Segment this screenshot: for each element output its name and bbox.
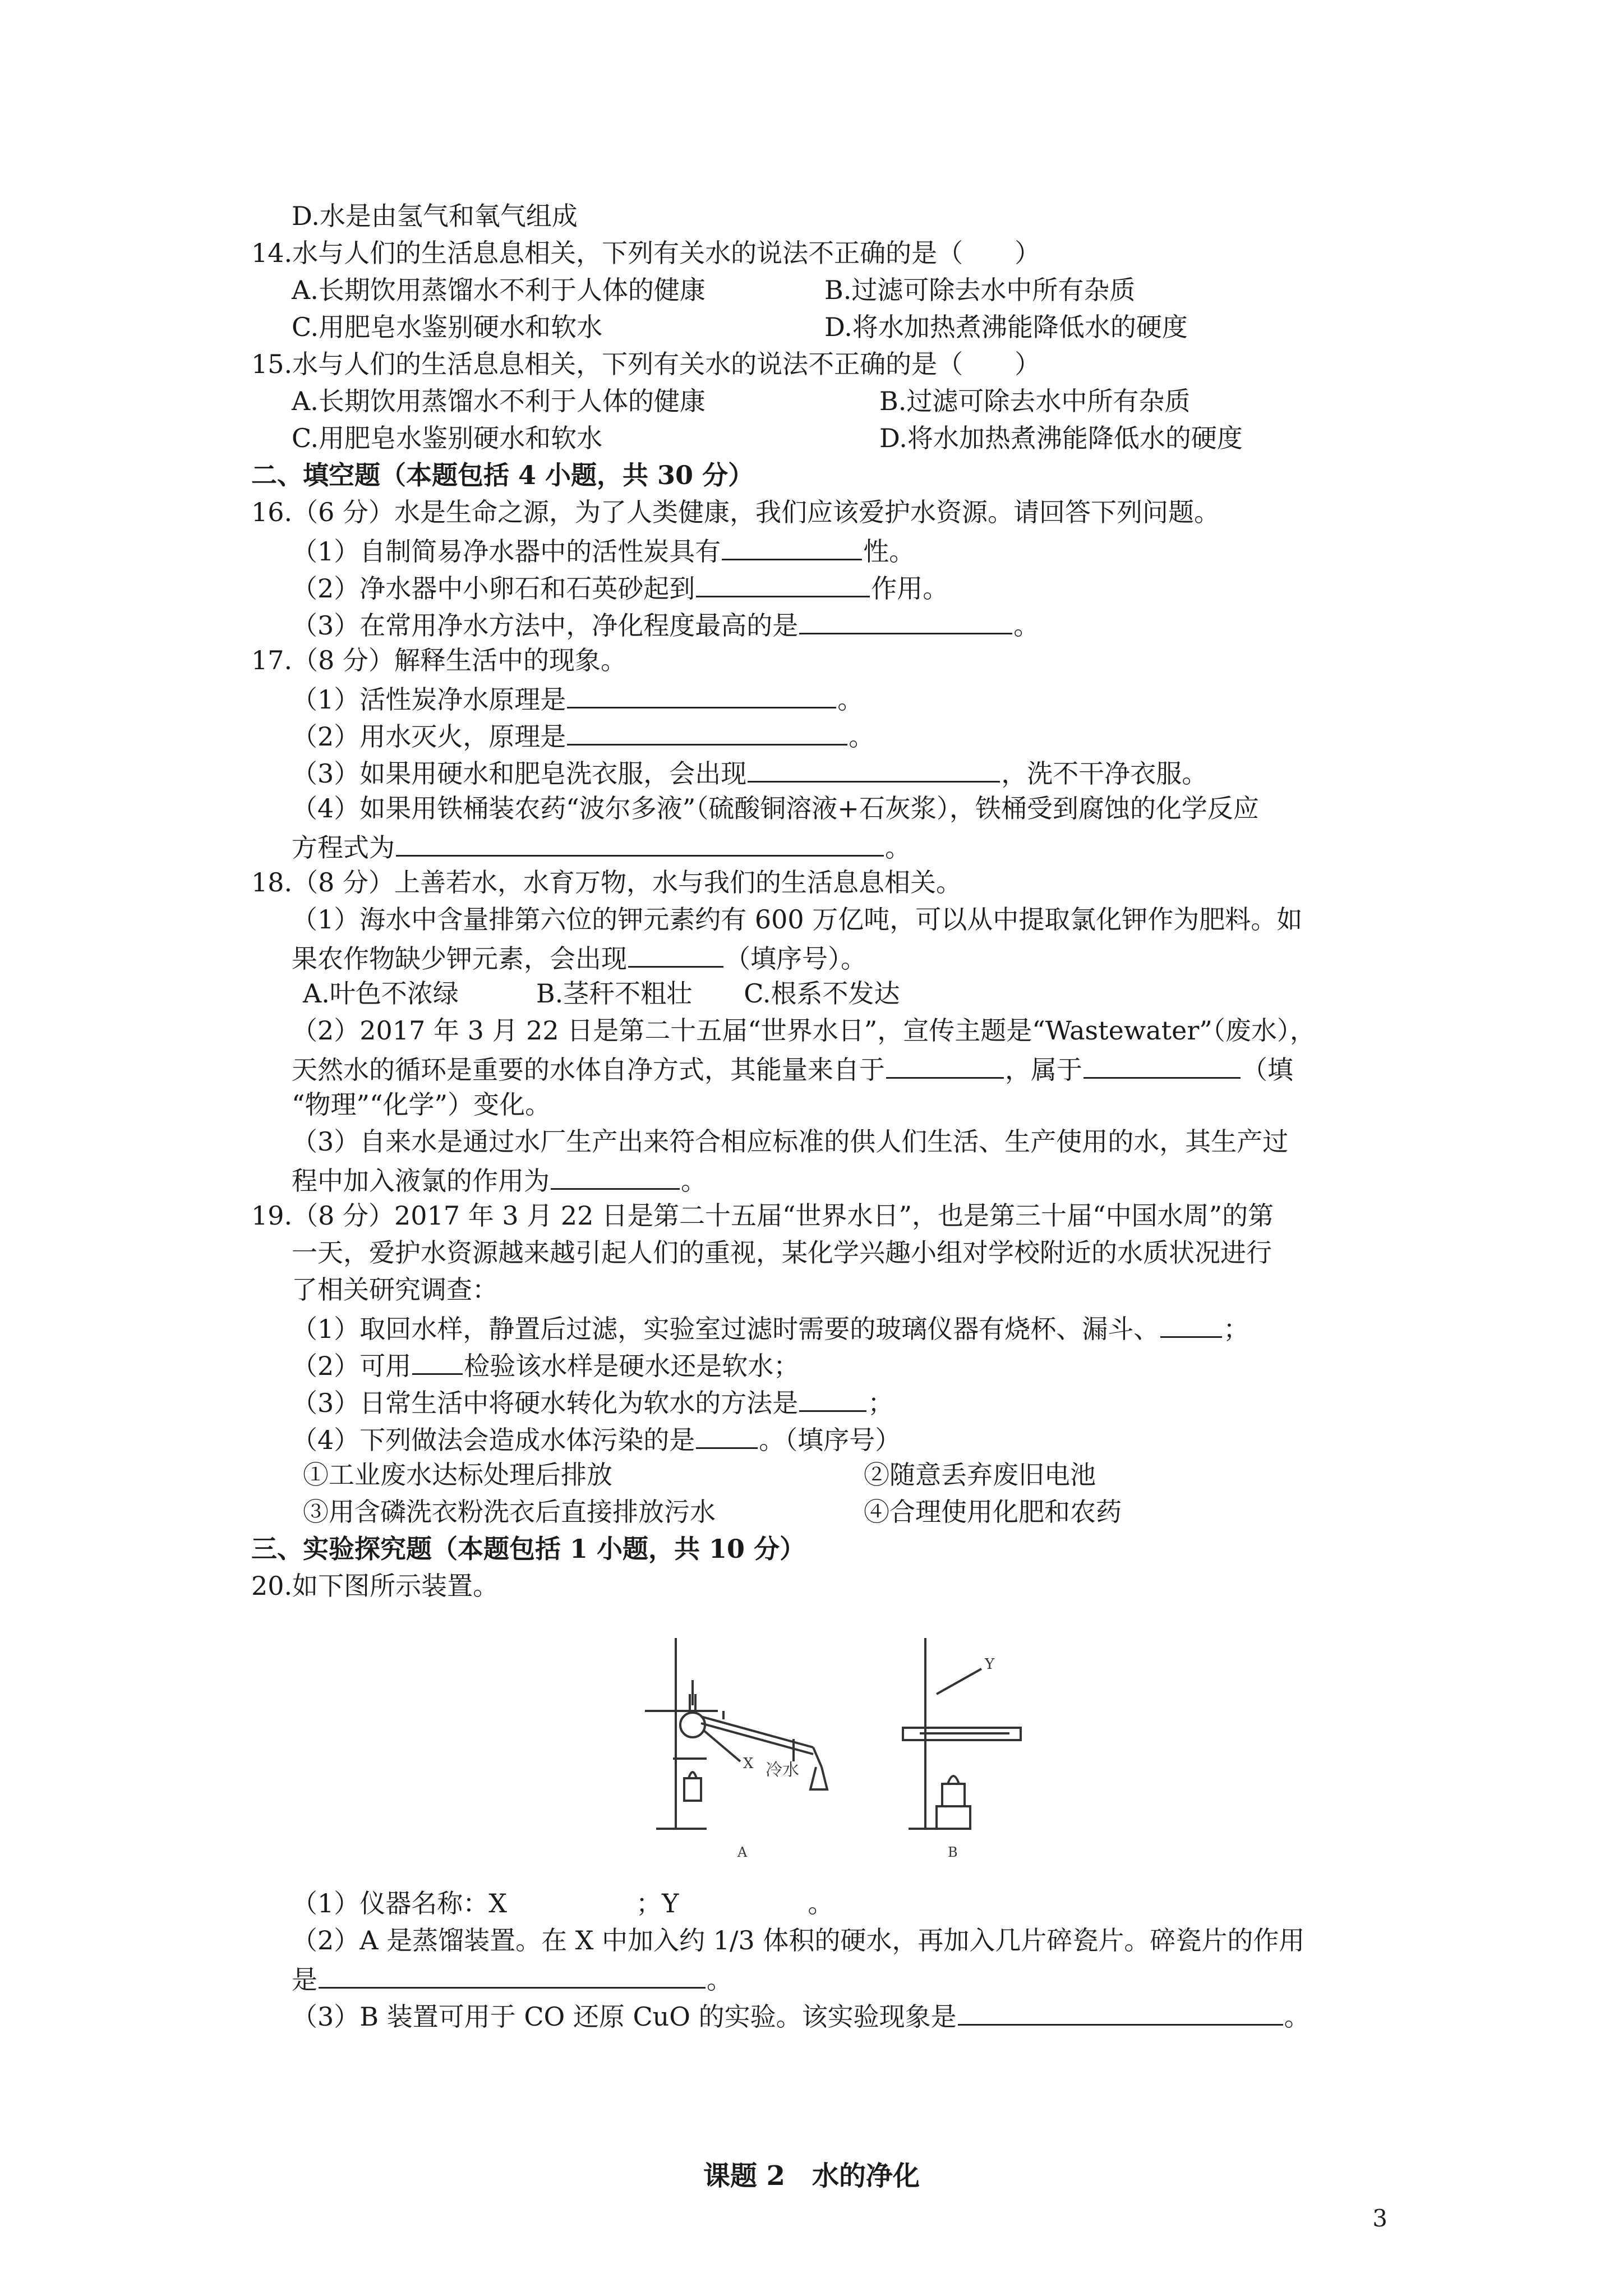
q20-part-1: （1）仪器名称：X ；Y 。 (292, 1888, 834, 1918)
q16-part-2-tail: 作用。 (871, 573, 949, 604)
answer-blank[interactable] (567, 684, 836, 708)
q16-part-1 (292, 536, 915, 567)
q17-part-2-tail: 。 (849, 721, 875, 752)
q19-part-4 (292, 1425, 901, 1453)
q19-part-3 (292, 1388, 893, 1416)
q17-part-1-tail: 。 (837, 684, 864, 715)
figure-label-x: X (743, 1755, 754, 1772)
figure-label-b: B (948, 1844, 958, 1860)
q16-part-2-text: （2）净水器中小卵石和石英砂起到 (292, 573, 695, 604)
answer-blank[interactable] (748, 758, 1000, 783)
q17-part-1 (292, 684, 864, 715)
q20-part-2-text: 是 (292, 1964, 317, 1995)
q15-option-a: A.长期饮用蒸馏水不利于人体的健康 (292, 386, 706, 416)
q14-option-b: B.过滤可除去水中所有杂质 (824, 275, 1136, 305)
q19-part-4-tail: 。（填序号） (759, 1425, 901, 1455)
q19-option-2: ②随意丢弃废旧电池 (864, 1460, 1096, 1490)
q19-part-2-text: （2）可用 (292, 1351, 412, 1381)
q19-part-2-tail: 检验该水样是硬水还是软水； (464, 1351, 800, 1381)
q17-part-4-cont (292, 832, 911, 861)
q15-option-b: B.过滤可除去水中所有杂质 (879, 386, 1191, 416)
figure-label-a: A (737, 1844, 748, 1860)
answer-blank[interactable] (696, 1425, 758, 1449)
q19-stem-2: 一天，爱护水资源越来越引起人们的重视，某化学兴趣小组对学校附近的水质状况进行 (292, 1237, 1272, 1268)
q19-part-4-text: （4）下列做法会造成水体污染的是 (292, 1425, 695, 1455)
q19-part-3-text: （3）日常生活中将硬水转化为软水的方法是 (292, 1388, 799, 1418)
q16-part-1-text: （1）自制简易净水器中的活性炭具有 (292, 536, 721, 567)
q20-part-2: （2）A 是蒸馏装置。在 X 中加入约 1/3 体积的硬水，再加入几片碎瓷片。碎瓷片的作用 (292, 1925, 1305, 1955)
section-fill-in-heading: 二、填空题（本题包括 4 小题，共 30 分） (251, 460, 754, 490)
q15-stem: 15.水与人们的生活息息相关，下列有关水的说法不正确的是（ ） (251, 349, 1041, 379)
answer-blank[interactable] (1160, 1314, 1222, 1338)
answer-blank[interactable] (319, 1964, 706, 1989)
q18-part-1-tail: （填序号）。 (725, 944, 866, 974)
q20-part-3 (292, 2001, 1310, 2030)
q19-part-2 (292, 1351, 799, 1379)
q20-part-3-tail: 。 (1284, 2001, 1310, 2032)
answer-blank[interactable] (958, 2001, 1283, 2026)
q19-part-1-text: （1）取回水样，静置后过滤，实验室过滤时需要的玻璃仪器有烧杯、漏斗、 (292, 1314, 1160, 1344)
q19-option-4: ④合理使用化肥和农药 (864, 1497, 1122, 1527)
answer-blank[interactable] (886, 1055, 1004, 1079)
q19-part-1-tail: ； (1223, 1314, 1249, 1344)
q17-part-1-text: （1）活性炭净水原理是 (292, 684, 566, 715)
q19-part-3-tail: ； (868, 1388, 894, 1418)
q18-part-2-end: （填 (1242, 1055, 1293, 1085)
answer-blank[interactable] (799, 610, 1012, 634)
q17-part-4-tail: 。 (885, 832, 911, 863)
answer-blank[interactable] (696, 573, 870, 597)
answer-blank[interactable] (1083, 1055, 1241, 1079)
q18-part-3-tail: 。 (681, 1166, 707, 1196)
q18-part-1-text: 果农作物缺少钾元素，会出现 (292, 944, 627, 974)
q14-option-a: A.长期饮用蒸馏水不利于人体的健康 (292, 275, 706, 305)
q18-options: A.叶色不浓绿 B.茎秆不粗壮 C.根系不发达 (303, 978, 900, 1009)
q18-stem: 18.（8 分）上善若水，水育万物，水与我们的生活息息相关。 (251, 867, 962, 898)
answer-blank[interactable] (412, 1351, 463, 1375)
q14-option-c: C.用肥皂水鉴别硬水和软水 (292, 312, 603, 342)
q16-part-2 (292, 573, 949, 604)
apparatus-figure (645, 1627, 1049, 1862)
q18-part-1: （1）海水中含量排第六位的钾元素约有 600 万亿吨，可以从中提取氯化钾作为肥料。如 (292, 904, 1303, 935)
q15-option-d: D.将水加热煮沸能降低水的硬度 (879, 423, 1243, 453)
q20-stem: 20.如下图所示装置。 (251, 1571, 499, 1601)
q20-part-3-text: （3）B 装置可用于 CO 还原 CuO 的实验。该实验现象是 (292, 2001, 957, 2032)
section-title: 课题 2 水的净化 (703, 2160, 920, 2192)
q19-stem: 19.（8 分）2017 年 3 月 22 日是第二十五届“世界水日”，也是第三十届“中国水周”的第 (251, 1200, 1274, 1231)
q17-stem: 17.（8 分）解释生活中的现象。 (251, 645, 627, 675)
q19-option-1: ①工业废水达标处理后排放 (303, 1460, 612, 1490)
q18-part-3-text: 程中加入液氯的作用为 (292, 1166, 550, 1196)
q16-stem: 16.（6 分）水是生命之源，为了人类健康，我们应该爱护水资源。请回答下列问题。 (251, 497, 1220, 527)
q20-part-2-tail: 。 (707, 1964, 732, 1995)
q20-part-2-cont (292, 1964, 732, 1993)
q16-part-1-tail: 性。 (863, 536, 915, 567)
figure-label-cold-water: 冷水 (766, 1760, 799, 1780)
q18-part-2: （2）2017 年 3 月 22 日是第二十五届“世界水日”，宣传主题是“Wastewater”（废水）， (292, 1015, 1316, 1046)
q18-part-1-cont (292, 944, 866, 972)
q17-part-3 (292, 758, 1208, 789)
answer-blank[interactable] (551, 1166, 680, 1190)
q17-part-4-text: 方程式为 (292, 832, 395, 863)
q19-stem-3: 了相关研究调查： (292, 1274, 498, 1305)
q16-part-3-text: （3）在常用净水方法中，净化程度最高的是 (292, 610, 799, 641)
q18-part-3-cont (292, 1166, 707, 1194)
answer-blank[interactable] (628, 944, 723, 968)
q14-stem: 14.水与人们的生活息息相关，下列有关水的说法不正确的是（ ） (251, 238, 1041, 268)
q17-part-4: （4）如果用铁桶装农药“波尔多液”（硫酸铜溶液+石灰浆），铁桶受到腐蚀的化学反应 (292, 793, 1259, 823)
q19-option-3: ③用含磷洗衣粉洗衣后直接排放污水 (303, 1497, 716, 1527)
q13-option-d: D.水是由氢气和氧气组成 (292, 201, 578, 231)
q18-part-3: （3）自来水是通过水厂生产出来符合相应标准的供人们生活、生产使用的水，其生产过 (292, 1126, 1289, 1157)
q15-option-c: C.用肥皂水鉴别硬水和软水 (292, 423, 603, 453)
q18-part-2-end-line: “物理”“化学”）变化。 (292, 1089, 551, 1120)
q17-part-3-text: （3）如果用硬水和肥皂洗衣服，会出现 (292, 758, 747, 789)
q14-option-d: D.将水加热煮沸能降低水的硬度 (824, 312, 1188, 342)
q17-part-2 (292, 721, 875, 752)
q17-part-2-text: （2）用水灭火，原理是 (292, 721, 566, 752)
page-number: 3 (1372, 2205, 1387, 2232)
q18-part-2-mid: ，属于 (1005, 1055, 1082, 1085)
q18-part-2-cont (292, 1055, 1293, 1083)
answer-blank[interactable] (567, 721, 847, 746)
q16-part-3 (292, 610, 1040, 641)
q17-part-3-tail: ，洗不干净衣服。 (1001, 758, 1208, 789)
figure-label-y: Y (985, 1656, 995, 1673)
answer-blank[interactable] (799, 1388, 866, 1412)
answer-blank[interactable] (722, 536, 862, 560)
section-experiment-heading: 三、实验探究题（本题包括 1 小题，共 10 分） (251, 1534, 806, 1564)
q19-part-1 (292, 1314, 1249, 1342)
answer-blank[interactable] (396, 832, 884, 857)
q18-part-2-text: 天然水的循环是重要的水体自净方式，其能量来自于 (292, 1055, 885, 1085)
q16-part-3-tail: 。 (1013, 610, 1040, 641)
